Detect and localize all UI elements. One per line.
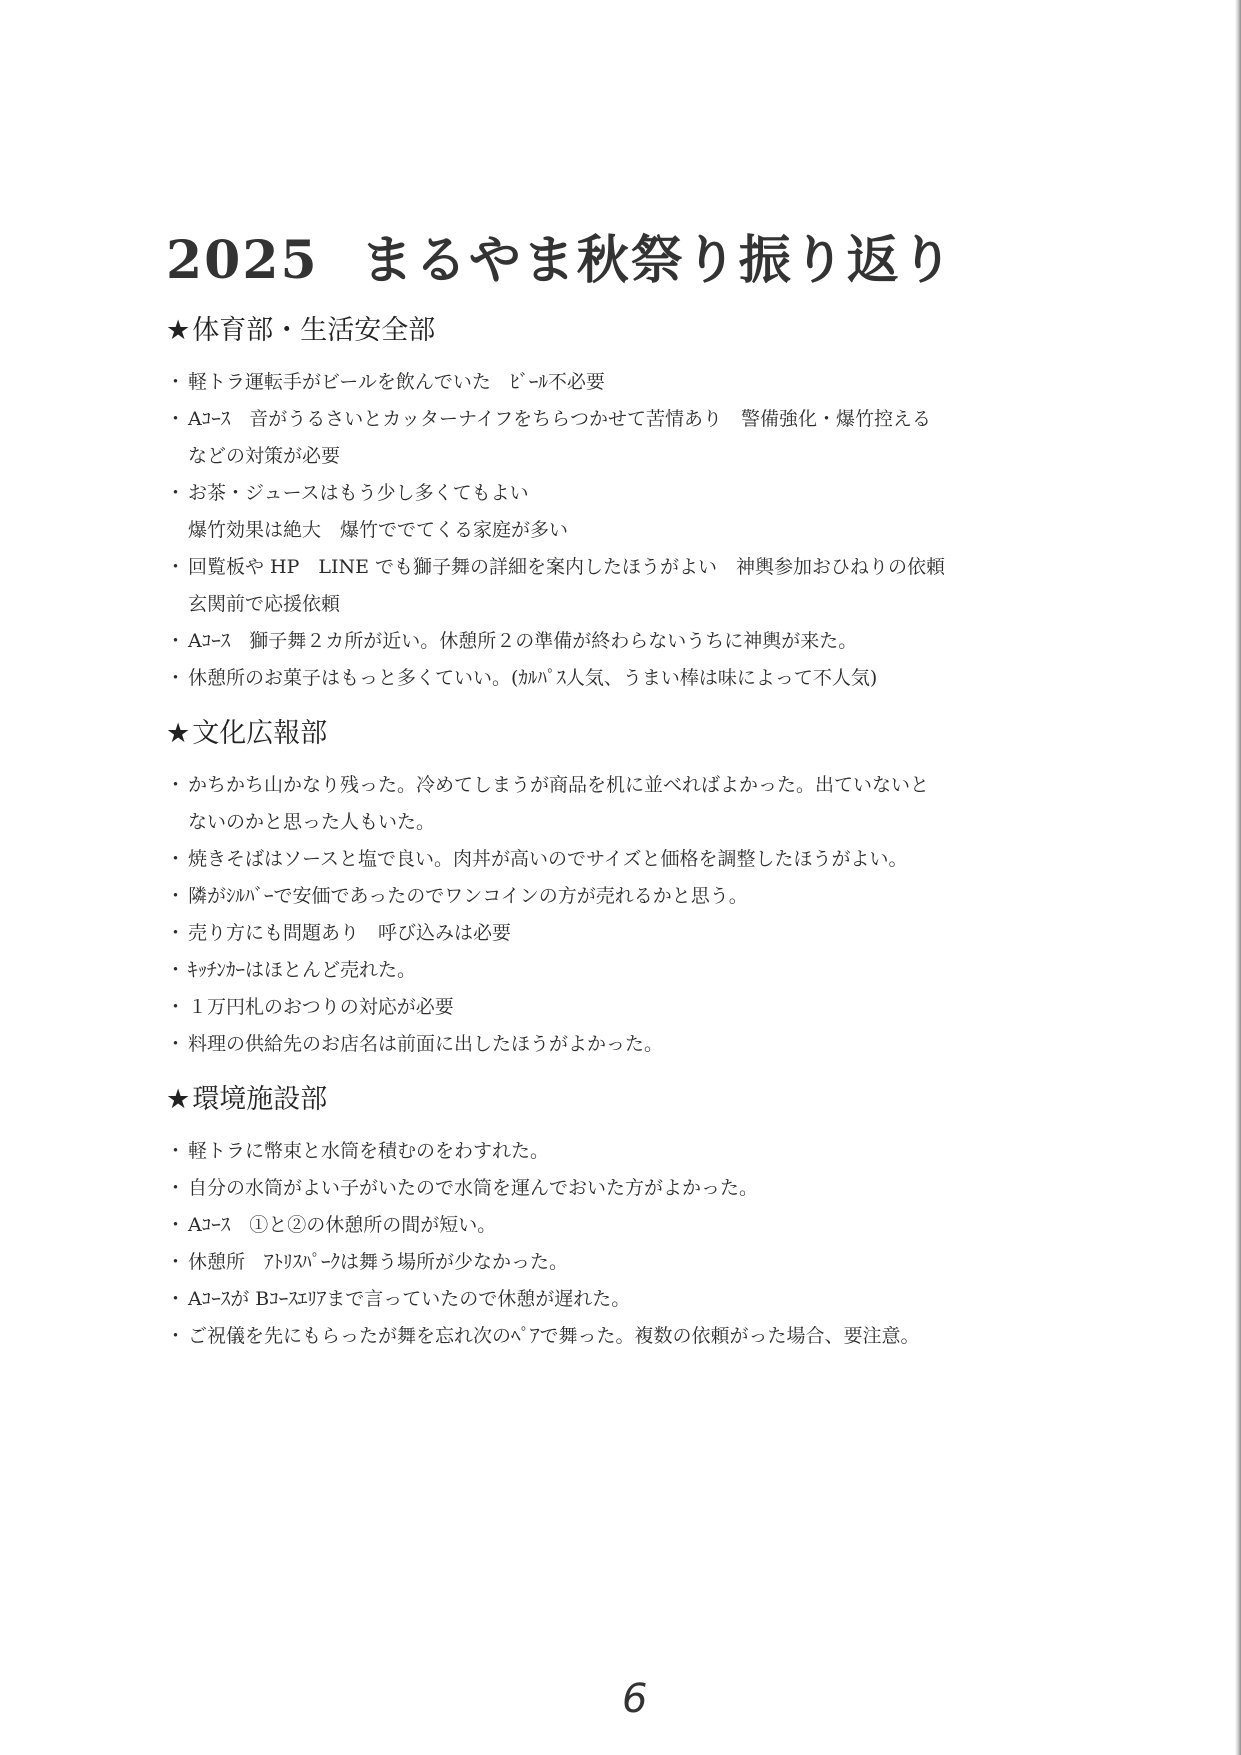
list-item-text: Aｺｰｽが Bｺｰｽｴﾘｱまで言っていたので休憩が遅れた。 <box>188 1288 631 1310</box>
list-item <box>166 401 1066 475</box>
section-item-list <box>166 767 1066 1063</box>
list-item-text: かちかち山かなり残った。冷めてしまうが商品を机に並べればよかった。出ていないと <box>188 774 930 796</box>
list-item-text: 回覧板や HP LINE でも獅子舞の詳細を案内したほうがよい 神輿参加おひねりの依頼 <box>188 556 946 578</box>
star-icon: ★ <box>166 315 191 346</box>
list-item-text: 玄関前で応援依頼 <box>188 593 341 615</box>
list-item <box>166 364 1066 401</box>
list-item <box>166 767 1066 841</box>
list-item-text: ないのかと思った人もいた。 <box>188 811 436 833</box>
list-item-text: 休憩所のお菓子はもっと多くていい。(ｶﾙﾊﾟｽ人気、うまい棒は味によって不人気) <box>188 667 878 689</box>
list-item-text: お茶・ジュースはもう少し多くてもよい <box>188 482 529 504</box>
list-item <box>166 1281 1066 1318</box>
list-item-text: 隣がｼﾙﾊﾞｰで安価であったのでワンコインの方が売れるかと思う。 <box>188 885 748 907</box>
list-item-text: Aｺｰｽ 音がうるさいとカッターナイフをちらつかせて苦情あり 警備強化・爆竹控える <box>188 408 931 430</box>
bullet-icon: ・ <box>166 996 186 1018</box>
list-item-text: などの対策が必要 <box>188 445 341 467</box>
list-item <box>166 1207 1066 1244</box>
bullet-icon: ・ <box>166 1177 186 1199</box>
section-heading <box>166 715 1066 753</box>
list-item-text: 売り方にも問題あり 呼び込みは必要 <box>188 922 512 944</box>
bullet-icon: ・ <box>166 1325 186 1347</box>
document-body <box>166 228 1066 1355</box>
section-heading-label: 文化広報部 <box>192 718 328 749</box>
list-item-text: 軽トラに幣束と水筒を積むのをわすれた。 <box>188 1140 550 1162</box>
list-item <box>166 952 1066 989</box>
bullet-icon: ・ <box>166 630 186 652</box>
star-icon: ★ <box>166 718 191 749</box>
list-item <box>166 915 1066 952</box>
list-item <box>166 549 1066 623</box>
list-item <box>166 475 1066 549</box>
section-heading <box>166 312 1066 350</box>
list-item <box>166 989 1066 1026</box>
bullet-icon: ・ <box>166 482 186 504</box>
star-icon: ★ <box>166 1084 191 1115</box>
sections-container <box>166 312 1066 1355</box>
list-item-text: 休憩所 ｱﾄﾘｽﾊﾟｰｸは舞う場所が少なかった。 <box>188 1251 569 1273</box>
list-item-text: ｷｯﾁﾝｶｰはほとんど売れた。 <box>188 959 417 981</box>
list-item <box>166 878 1066 915</box>
list-item-text: Aｺｰｽ ①と②の休憩所の間が短い。 <box>188 1214 497 1236</box>
list-item-text: 爆竹効果は絶大 爆竹ででてくる家庭が多い <box>188 519 569 541</box>
list-item-text: 軽トラ運転手がビールを飲んでいた ﾋﾞｰﾙ不必要 <box>188 371 605 393</box>
list-item <box>166 1244 1066 1281</box>
list-item-text: 自分の水筒がよい子がいたので水筒を運んでおいた方がよかった。 <box>188 1177 759 1199</box>
section-item-list <box>166 1133 1066 1355</box>
bullet-icon: ・ <box>166 774 186 796</box>
bullet-icon: ・ <box>166 1251 186 1273</box>
list-item <box>166 623 1066 660</box>
list-item <box>166 1026 1066 1063</box>
bullet-icon: ・ <box>166 959 186 981</box>
bullet-icon: ・ <box>166 848 186 870</box>
bullet-icon: ・ <box>166 556 186 578</box>
bullet-icon: ・ <box>166 1033 186 1055</box>
list-item <box>166 1133 1066 1170</box>
bullet-icon: ・ <box>166 371 186 393</box>
page-title <box>166 228 1066 294</box>
page-edge-shadow <box>1235 0 1241 1755</box>
section-heading-label: 環境施設部 <box>192 1084 328 1115</box>
page-number: 6 <box>622 1676 648 1722</box>
section-heading <box>166 1081 1066 1119</box>
list-item-text: 焼きそばはソースと塩で良い。肉丼が高いのでサイズと価格を調整したほうがよい。 <box>188 848 908 870</box>
list-item <box>166 1170 1066 1207</box>
section-heading-label: 体育部・生活安全部 <box>192 315 436 346</box>
bullet-icon: ・ <box>166 667 186 689</box>
list-item-text: ご祝儀を先にもらったが舞を忘れ次のﾍﾟｱで舞った。複数の依頼がった場合、要注意。 <box>188 1325 920 1347</box>
list-item-text: Aｺｰｽ 獅子舞２カ所が近い。休憩所２の準備が終わらないうちに神輿が来た。 <box>188 630 858 652</box>
bullet-icon: ・ <box>166 408 186 430</box>
list-item <box>166 1318 1066 1355</box>
list-item-text: 料理の供給先のお店名は前面に出したほうがよかった。 <box>188 1033 664 1055</box>
title-text: まるやま秋祭り振り返り <box>360 230 955 291</box>
bullet-icon: ・ <box>166 1214 186 1236</box>
list-item-text: １万円札のおつりの対応が必要 <box>188 996 454 1018</box>
section-item-list <box>166 364 1066 697</box>
bullet-icon: ・ <box>166 922 186 944</box>
bullet-icon: ・ <box>166 1140 186 1162</box>
bullet-icon: ・ <box>166 1288 186 1310</box>
list-item <box>166 660 1066 697</box>
title-year: 2025 <box>166 230 319 291</box>
list-item <box>166 841 1066 878</box>
bullet-icon: ・ <box>166 885 186 907</box>
